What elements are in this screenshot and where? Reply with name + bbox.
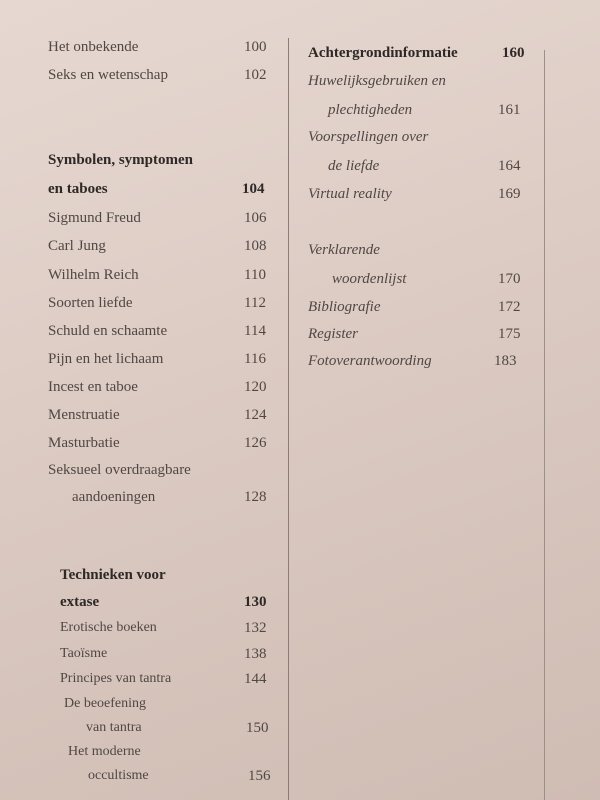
toc-entry-page: 124 (244, 407, 267, 423)
toc-entry-title: Sigmund Freud (48, 210, 141, 226)
right-margin-rule (544, 50, 545, 800)
toc-entry-page: 169 (498, 186, 521, 202)
toc-entry-page: 112 (244, 295, 266, 311)
toc-entry-page: 120 (244, 379, 267, 395)
toc-entry-title: Bibliografie (308, 299, 381, 315)
toc-entry-title: Seks en wetenschap (48, 67, 168, 83)
toc-entry-page: 106 (244, 210, 267, 226)
toc-entry-page: 132 (244, 620, 267, 636)
section-heading-cont: extase (60, 594, 100, 610)
toc-entry-page: 172 (498, 299, 521, 315)
section-heading: Achtergrondinformatie (308, 45, 458, 61)
toc-entry-title: Principes van tantra (60, 671, 172, 686)
section-heading-cont: en taboes (48, 181, 108, 197)
toc-entry-title-cont: van tantra (86, 720, 142, 735)
toc-entry-title: De beoefening (64, 696, 147, 711)
section-heading: Technieken voor (60, 567, 166, 583)
toc-entry-title: Pijn en het lichaam (48, 351, 164, 367)
toc-entry-title: Taoïsme (60, 646, 108, 661)
toc-entry-page: 138 (244, 646, 267, 662)
toc-entry-title-cont: de liefde (328, 158, 380, 174)
toc-entry-page: 170 (498, 271, 521, 287)
toc-entry-title: Het moderne (68, 744, 141, 759)
toc-entry-page: 108 (244, 238, 267, 254)
toc-entry-page: 144 (244, 671, 267, 687)
toc-entry-page: 183 (494, 353, 517, 369)
toc-entry-title: Virtual reality (308, 186, 392, 202)
toc-entry-title: Menstruatie (48, 407, 120, 423)
toc-entry-title: Verklarende (308, 242, 380, 258)
column-divider (288, 38, 289, 800)
toc-entry-title: Register (308, 326, 358, 342)
toc-entry-title: Fotoverantwoording (308, 353, 432, 369)
section-page: 104 (242, 181, 265, 197)
toc-entry-title: Erotische boeken (60, 620, 157, 635)
toc-entry-title-cont: plechtigheden (328, 102, 413, 118)
toc-entry-page: 110 (244, 267, 266, 283)
toc-entry-title: Seksueel overdraagbare (48, 462, 191, 478)
section-page: 160 (502, 45, 525, 61)
toc-entry-title: Soorten liefde (48, 295, 133, 311)
toc-entry-title: Voorspellingen over (308, 129, 429, 145)
toc-entry-page: 126 (244, 435, 267, 451)
toc-entry-title: Het onbekende (48, 39, 139, 55)
toc-entry-page: 100 (244, 39, 267, 55)
toc-entry-page: 175 (498, 326, 521, 342)
toc-entry-title: Schuld en schaamte (48, 323, 168, 339)
toc-entry-title-cont: aandoeningen (72, 489, 156, 505)
toc-entry-title: Incest en taboe (48, 379, 138, 395)
toc-entry-page: 164 (498, 158, 521, 174)
toc-entry-title-cont: occultisme (88, 768, 149, 783)
toc-entry-page: 114 (244, 323, 266, 339)
toc-entry-page: 161 (498, 102, 521, 118)
toc-entry-title: Wilhelm Reich (48, 267, 139, 283)
toc-entry-page: 102 (244, 67, 267, 83)
toc-entry-title: Masturbatie (48, 435, 120, 451)
toc-entry-page: 156 (248, 768, 271, 784)
toc-entry-title: Carl Jung (48, 238, 106, 254)
toc-entry-page: 150 (246, 720, 269, 736)
toc-entry-title: Huwelijksgebruiken en (308, 73, 446, 89)
section-page: 130 (244, 594, 267, 610)
toc-entry-title-cont: woordenlijst (332, 271, 407, 287)
section-heading: Symbolen, symptomen (48, 152, 194, 168)
toc-entry-page: 116 (244, 351, 266, 367)
toc-entry-page: 128 (244, 489, 267, 505)
